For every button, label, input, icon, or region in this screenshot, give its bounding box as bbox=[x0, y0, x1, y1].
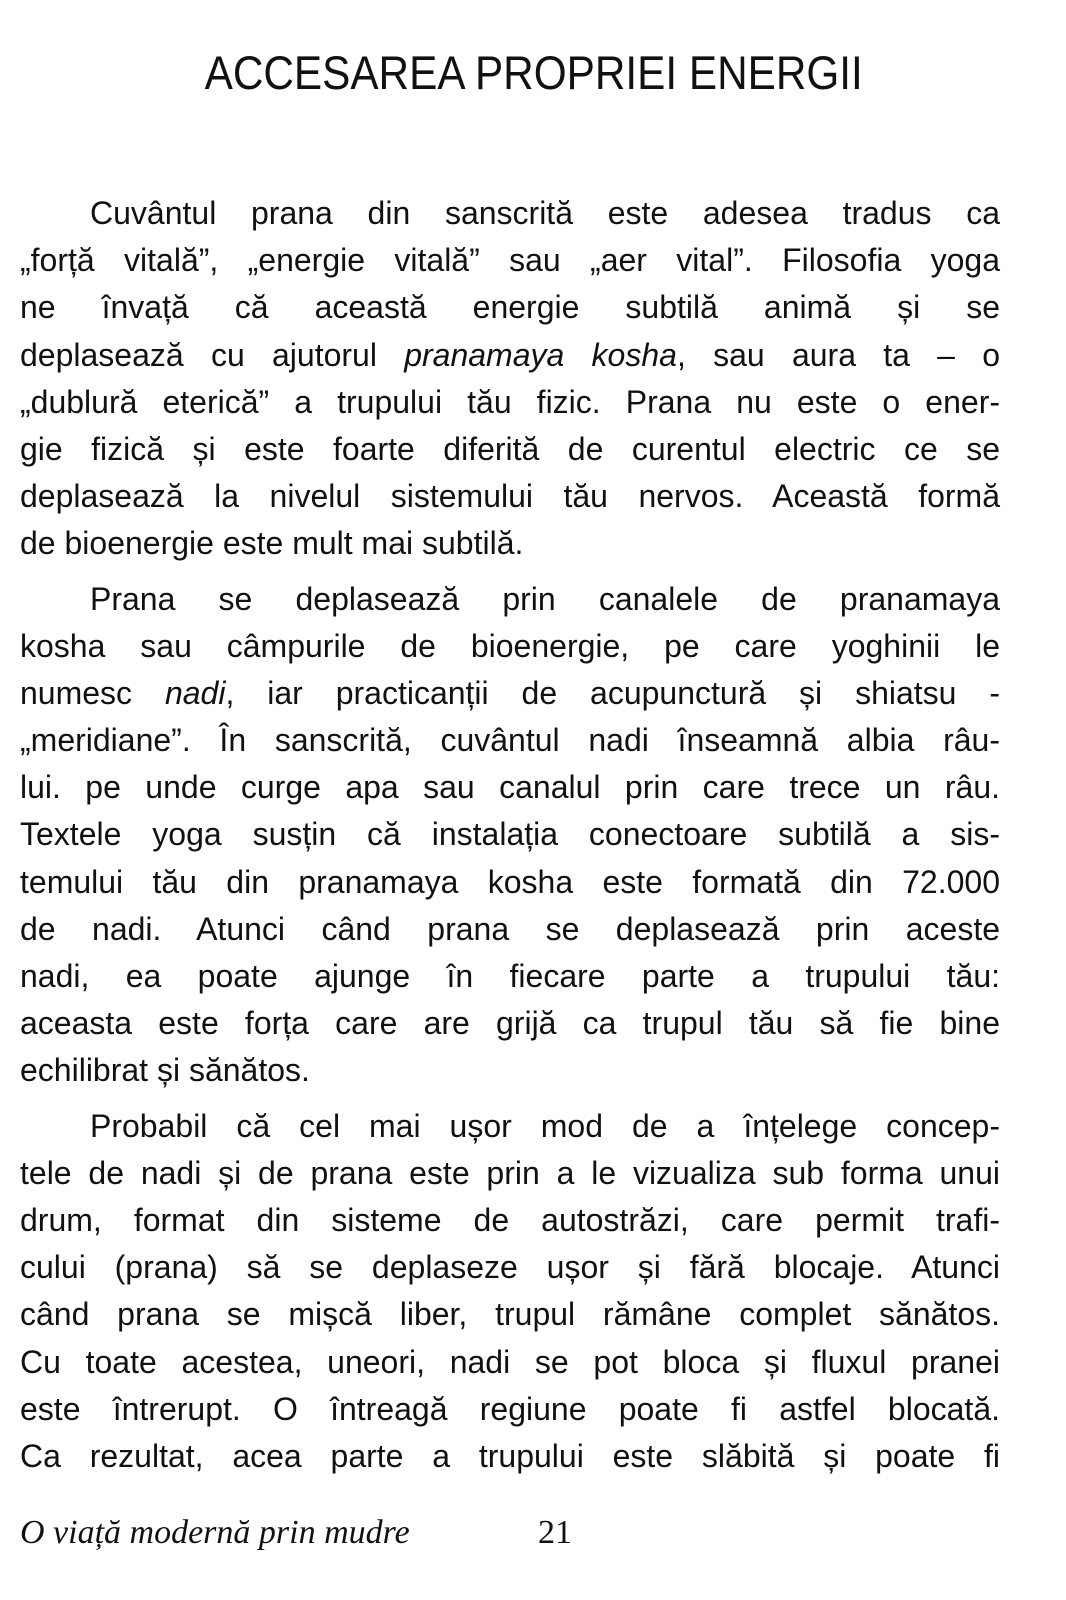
text-segment: , iar practicanții de acupunctură și shiatsu - bbox=[225, 674, 1001, 711]
italic-term: nadi bbox=[164, 674, 226, 711]
text-segment: echilibrat și sănătos. bbox=[20, 1052, 310, 1089]
text-segment: lui. pe unde curge apa sau canalul prin care trece un râu. bbox=[20, 769, 1000, 806]
text-segment: Prana se deplasează prin canalele de pranamaya bbox=[90, 580, 1000, 617]
text-segment: Probabil că cel mai ușor mod de a înțelege concep- bbox=[90, 1107, 1000, 1144]
paragraph bbox=[20, 190, 1000, 568]
text-segment: „dublură eterică” a trupului tău fizic. Prana nu este o ener- bbox=[20, 383, 1000, 420]
body-text bbox=[20, 190, 1000, 1480]
text-line bbox=[20, 1103, 1000, 1150]
text-line bbox=[20, 332, 1000, 379]
text-segment: ne învață că această energie subtilă animă și se bbox=[20, 289, 1000, 326]
page-number: 21 bbox=[538, 1514, 572, 1551]
text-segment: cului (prana) să se deplaseze ușor și fără blocaje. Atunci bbox=[20, 1249, 1000, 1286]
paragraph bbox=[20, 1103, 1000, 1481]
text-line bbox=[20, 811, 1000, 858]
text-segment: Textele yoga susțin că instalația conectoare subtilă a sis- bbox=[20, 816, 1000, 853]
text-line bbox=[20, 379, 1000, 426]
text-segment: Cu toate acestea, uneori, nadi se pot bloca și fluxul pranei bbox=[20, 1343, 1000, 1380]
text-line bbox=[20, 1244, 1000, 1291]
text-line bbox=[20, 764, 1000, 811]
text-line bbox=[20, 190, 1000, 237]
text-segment: gie fizică și este foarte diferită de curentul electric ce se bbox=[20, 430, 1000, 467]
paragraph bbox=[20, 576, 1000, 1095]
footer-book-title: O viață modernă prin mudre bbox=[20, 1514, 410, 1551]
text-segment: numesc bbox=[20, 674, 165, 711]
text-line bbox=[20, 859, 1000, 906]
text-segment: kosha sau câmpurile de bioenergie, pe care yoghinii le bbox=[20, 627, 1000, 664]
text-segment: deplasează la nivelul sistemului tău nervos. Această formă bbox=[20, 478, 1000, 515]
text-line bbox=[20, 623, 1000, 670]
text-segment: , sau aura ta – o bbox=[676, 336, 1001, 373]
text-segment: Cuvântul prana din sanscrită este adesea tradus ca bbox=[90, 195, 1000, 231]
text-segment: aceasta este forța care are grijă ca trupul tău să fie bine bbox=[20, 1005, 1000, 1042]
text-line bbox=[20, 1339, 1000, 1386]
text-segment: Ca rezultat, acea parte a trupului este slăbită și poate fi bbox=[20, 1437, 1000, 1474]
text-line bbox=[20, 473, 1000, 520]
paragraph-gap bbox=[20, 1095, 1000, 1103]
text-line bbox=[20, 1047, 1000, 1094]
text-segment: deplasează cu ajutorul bbox=[20, 336, 405, 373]
text-line bbox=[20, 1197, 1000, 1244]
text-segment: drum, format din sisteme de autostrăzi, care permit trafi- bbox=[20, 1201, 1000, 1238]
text-line bbox=[20, 576, 1000, 623]
text-line bbox=[20, 953, 1000, 1000]
text-segment: temului tău din pranamaya kosha este formată din 72.000 bbox=[20, 863, 1000, 900]
text-line bbox=[20, 284, 1000, 331]
text-segment: când prana se mișcă liber, trupul rămâne complet sănătos. bbox=[20, 1296, 1000, 1333]
text-line bbox=[20, 520, 1000, 567]
text-line bbox=[20, 1386, 1000, 1433]
text-segment: de bioenergie este mult mai subtilă. bbox=[20, 525, 524, 562]
text-line bbox=[20, 670, 1000, 717]
page-footer bbox=[20, 1514, 572, 1552]
text-line bbox=[20, 1291, 1000, 1338]
paragraph-gap bbox=[20, 568, 1000, 576]
text-segment: de nadi. Atunci când prana se deplasează prin aceste bbox=[20, 910, 1000, 947]
text-segment: „meridiane”. În sanscrită, cuvântul nadi înseamnă albia râu- bbox=[20, 722, 1000, 759]
text-segment: tele de nadi și de prana este prin a le vizualiza sub forma unui bbox=[20, 1154, 1000, 1191]
text-segment: nadi, ea poate ajunge în fiecare parte a trupului tău: bbox=[20, 958, 1000, 994]
italic-term: pranamaya kosha bbox=[404, 336, 677, 373]
text-segment: este întrerupt. O întreagă regiune poate fi astfel blocată. bbox=[20, 1390, 1000, 1427]
text-segment: „forță vitală”, „energie vitală” sau „aer vital”. Filosofia yoga bbox=[20, 242, 1000, 279]
text-line bbox=[20, 426, 1000, 473]
text-line bbox=[20, 1433, 1000, 1480]
chapter-title: ACCESAREA PROPRIEI ENERGII bbox=[204, 46, 863, 100]
text-line bbox=[20, 1150, 1000, 1197]
text-line bbox=[20, 1000, 1000, 1047]
text-line bbox=[20, 906, 1000, 953]
text-line bbox=[20, 237, 1000, 284]
text-line bbox=[20, 717, 1000, 764]
